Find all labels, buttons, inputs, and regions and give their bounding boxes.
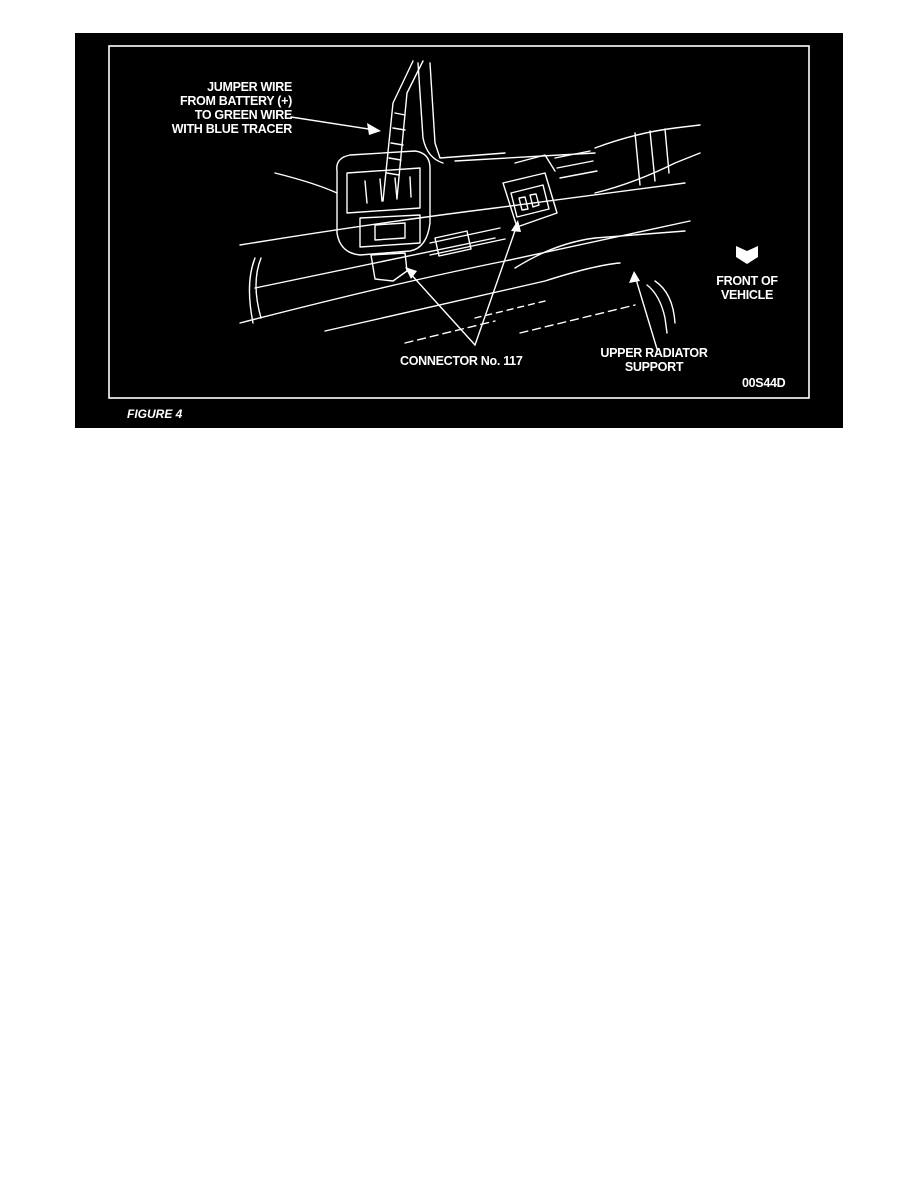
jumper-wire-label: [137, 80, 292, 136]
harness-top: [595, 125, 700, 148]
upper-radiator-support-label-line-2: SUPPORT: [624, 360, 684, 374]
support-dashed-2: [520, 305, 635, 333]
right-connector-body: [503, 173, 557, 227]
jumper-wire-label-line-2: FROM BATTERY (+): [180, 94, 292, 108]
front-of-vehicle-label: [705, 274, 789, 302]
arrowhead-jumper: [367, 123, 381, 135]
support-beam-edge: [325, 263, 620, 331]
support-left-end: [249, 258, 255, 323]
upper-radiator-support-label: [583, 346, 725, 374]
front-of-vehicle-arrow-icon: [736, 246, 758, 264]
arrowhead-radiator: [629, 271, 640, 283]
center-wire-upper: [430, 228, 500, 243]
left-connector-tab: [375, 223, 405, 240]
jumper-wire-label-line-3: TO GREEN WIRE: [194, 108, 292, 122]
support-lower-profile: [515, 231, 685, 268]
jumper-probe-inner: [383, 61, 413, 201]
leader-jumper: [291, 117, 375, 130]
leader-connector-b: [475, 225, 517, 345]
harness-sleeve: [635, 129, 669, 185]
arrowhead-connector-a: [405, 267, 417, 279]
center-wire-lower: [430, 239, 505, 255]
leader-connector-a: [408, 271, 475, 345]
left-connector-pins: [365, 177, 411, 203]
support-dashed-1: [405, 321, 495, 343]
connector-label: CONNECTOR No. 117: [400, 354, 523, 368]
figure-caption: FIGURE 4: [127, 407, 183, 421]
figure-panel: [75, 33, 843, 428]
jumper-wire-label-line-1: JUMPER WIRE: [207, 80, 292, 94]
leader-left-connector: [275, 173, 337, 193]
figure-code: 00S44D: [742, 376, 786, 390]
right-connector-slot-2: [530, 194, 539, 207]
bracket-post: [430, 63, 505, 158]
right-connector-slot-1: [519, 197, 528, 210]
upper-radiator-support-label-line-1: UPPER RADIATOR: [600, 346, 708, 360]
front-of-vehicle-label-line-2: VEHICLE: [720, 288, 774, 302]
leader-radiator: [635, 276, 657, 349]
jumper-wire-label-line-4: WITH BLUE TRACER: [171, 122, 292, 136]
harness-bottom: [595, 153, 700, 193]
front-of-vehicle-label-line-1: FRONT OF: [716, 274, 778, 288]
